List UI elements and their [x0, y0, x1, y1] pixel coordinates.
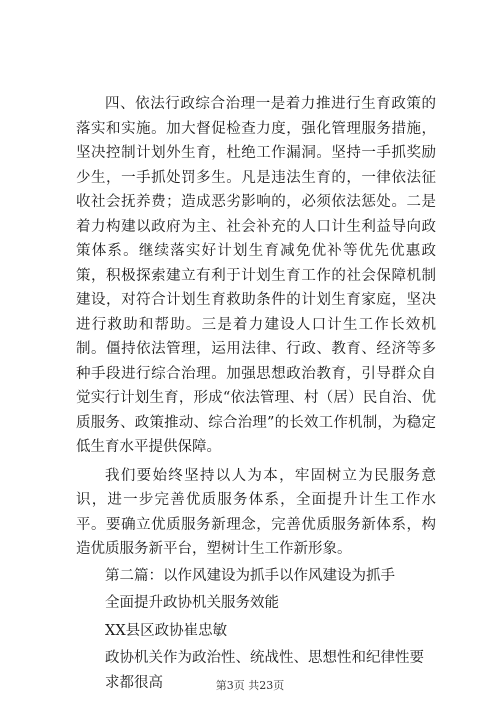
paragraph-policy: 四、依法行政综合治理一是着力推进行生育政策的落实和实施。加大督促检查力度，强化管理服务措施，坚决控制计划外生育，杜绝工作漏洞。坚持一手抓奖励少生，一手抓处罚多生。凡是违法生育的，一律依法征收社会抚养费；造成恶劣影响的，必须依法惩处。二是着力构建以政府为主、社会补充的人口计生利益导向政策体系。继续落实好计划生育减免优补等优先优惠政策，积极探索建立有利于计划生育工作的社会保障机制建设，对符合计划生育救助条件的计划生育家庭，坚决进行救助和帮助。三是着力建设人口计生工作长效机制。僵持依法管理，运用法律、行政、教育、经济等多种手段进行综合治理。加强思想政治教育，引导群众自觉实行计划生育，形成“依法管理、村（居）民自治、优质服务、政策推动、综合治理”的长效工作机制，为稳定低生育水平提供保障。 [76, 96, 436, 455]
page-number: 第3页 共23页 [215, 679, 285, 692]
section-subtitle: 全面提升政协机关服务效能 [105, 595, 279, 611]
document-body [76, 92, 436, 695]
section-title: 第二篇：以作风建设为抓手以作风建设为抓手 [105, 567, 395, 584]
author-line: XX县区政协崔忠敏 [105, 622, 228, 639]
paragraph-service: 我们要始终坚持以人为本，牢固树立为民服务意识，进一步完善优质服务体系，全面提升计生工作水平。要确立优质服务新理念，完善优质服务新体系，构造优质服务新平台，塑树计生工作新形象。 [76, 467, 436, 557]
body-line: 政协机关作为政治性、统战性、思想性和纪律性要求都很高 [105, 650, 424, 691]
